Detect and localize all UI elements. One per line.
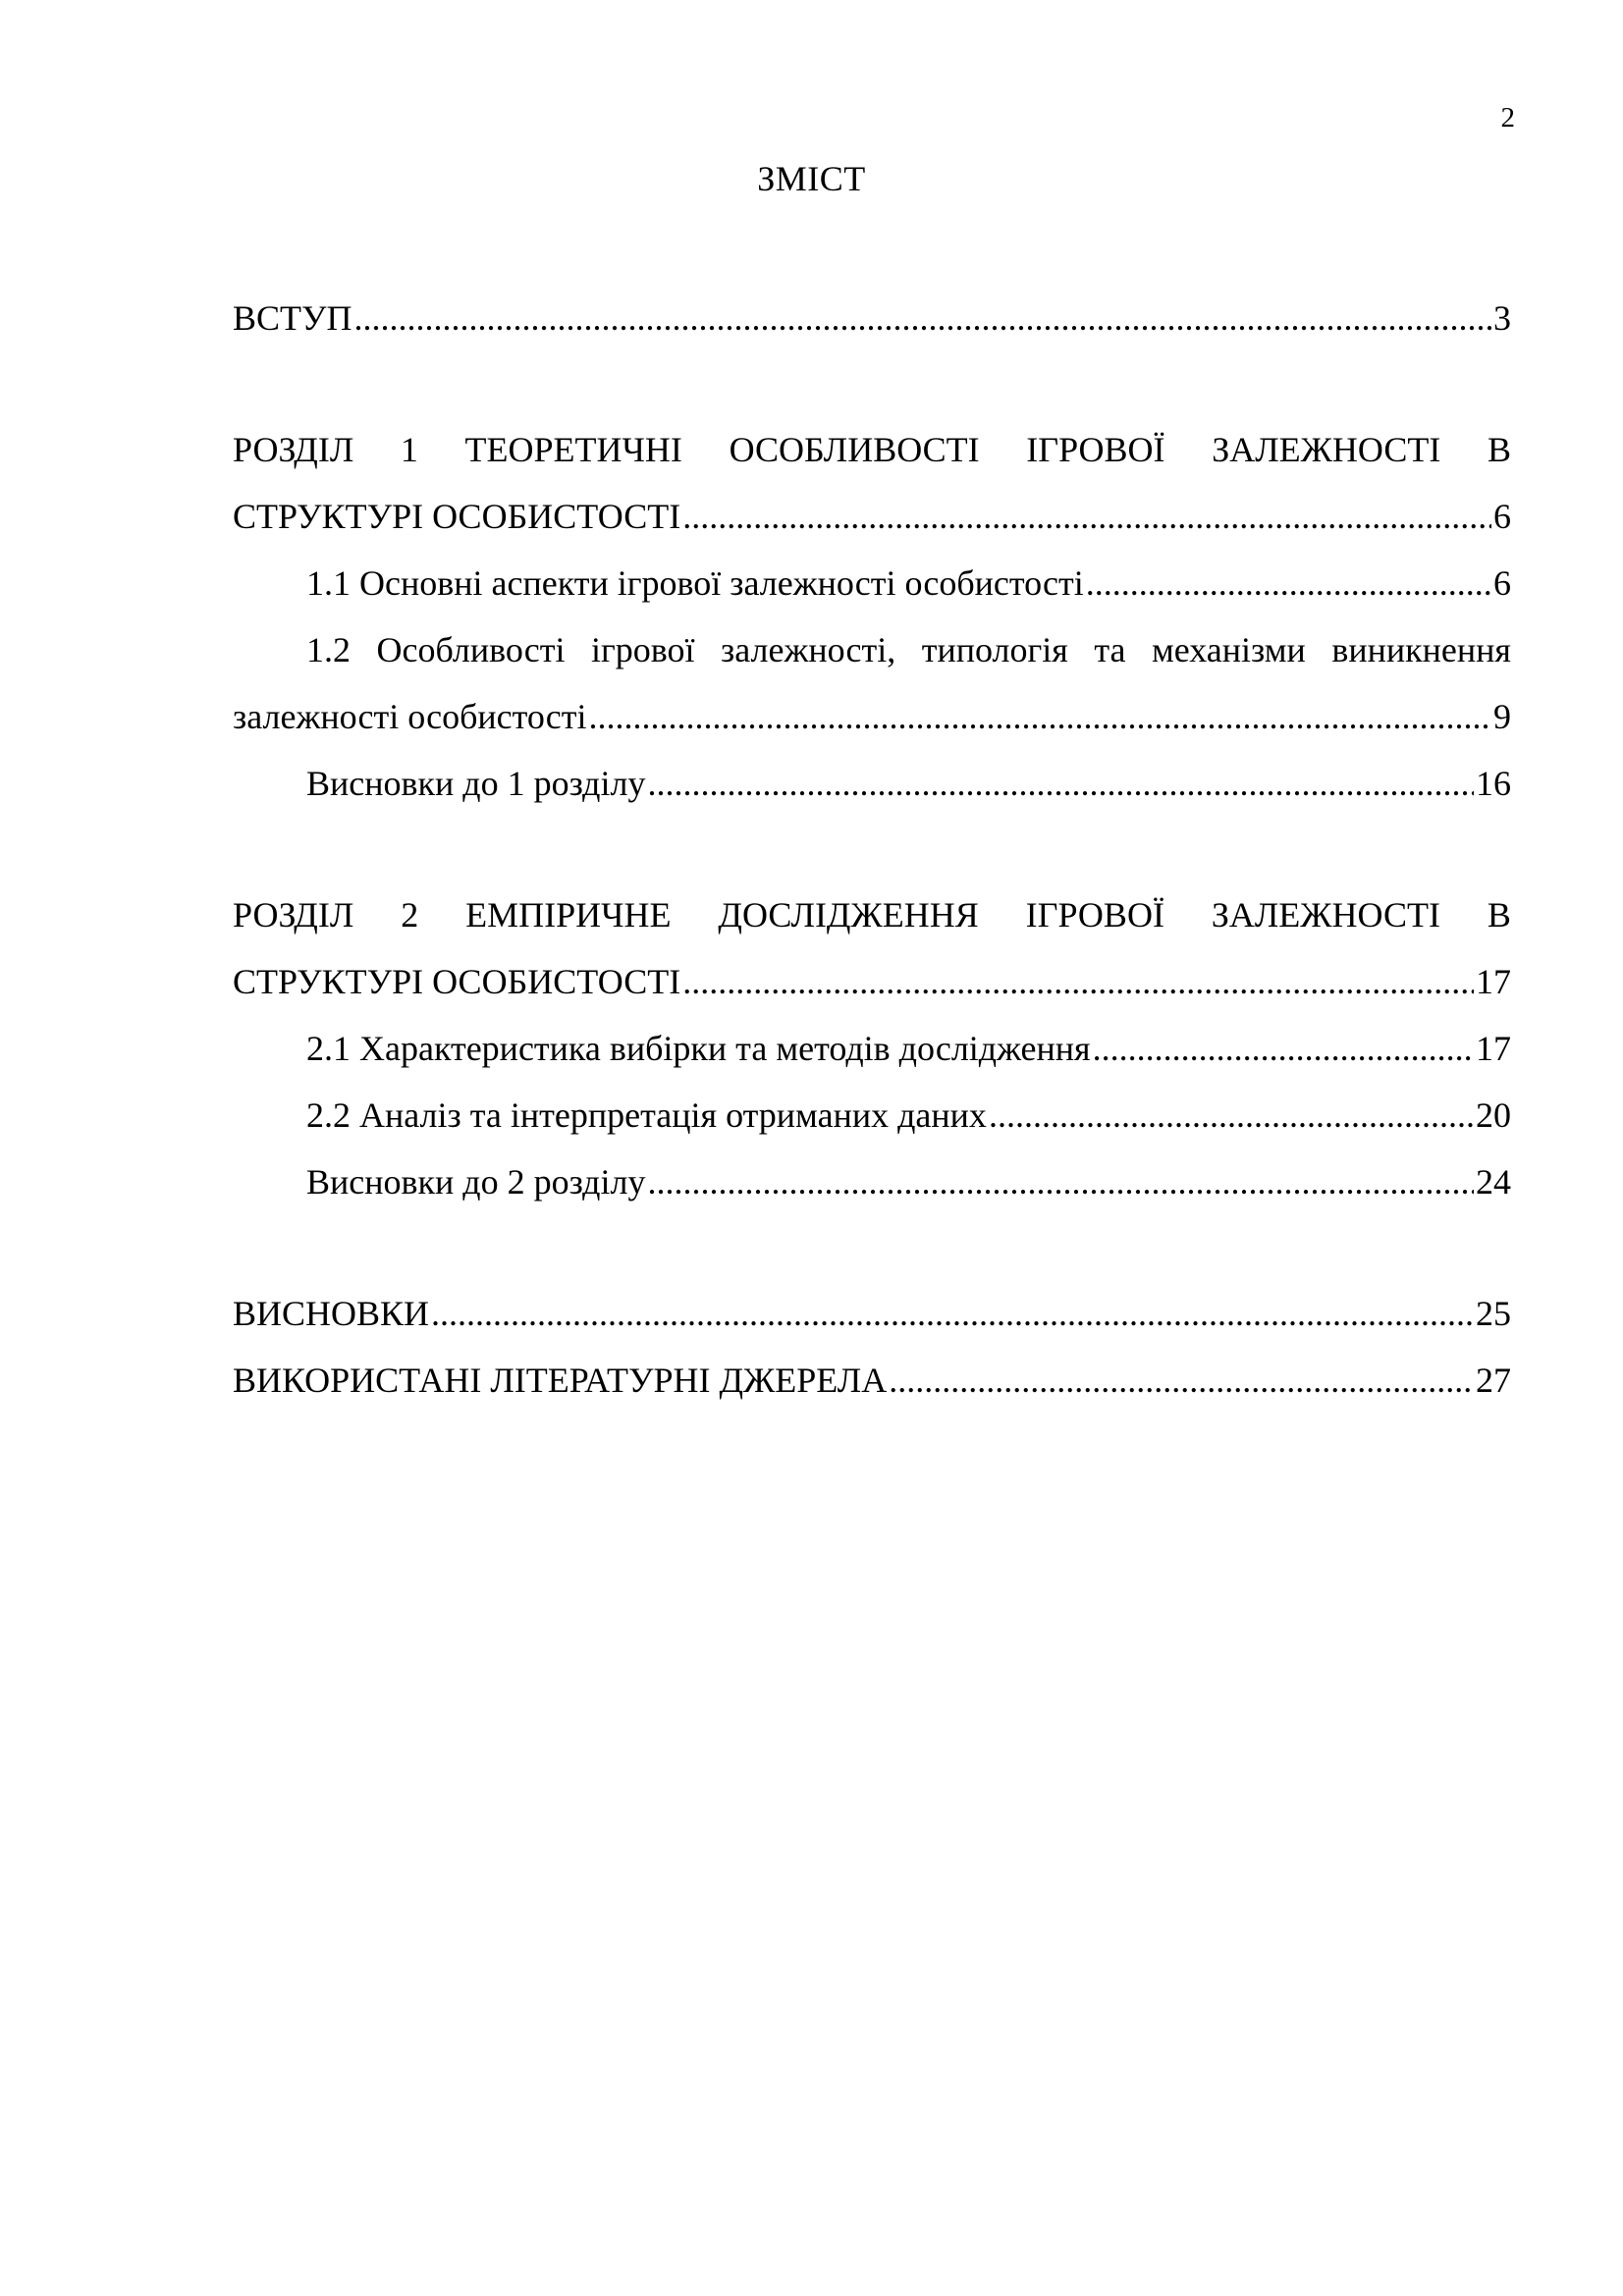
toc-entry-label: залежності особистості [233,697,587,736]
word: механізми [1152,630,1306,669]
word: ДОСЛІДЖЕННЯ [718,895,979,934]
toc-entry-conclusions[interactable] [233,1280,1511,1347]
word: РОЗДІЛ [233,430,354,469]
word: ІГРОВОЇ [1026,430,1165,469]
toc-entry-label: 1.1 Основні аспекти ігрової залежності особистості [306,563,1084,603]
toc-entry-label: СТРУКТУРІ ОСОБИСТОСТІ [233,962,681,1001]
toc-entry-page: 6 [1493,563,1511,603]
toc-entry-page: 6 [1493,497,1511,536]
word: В [1487,895,1511,934]
toc-entry-chapter-1-line-2[interactable] [233,483,1511,550]
toc-entry-label: СТРУКТУРІ ОСОБИСТОСТІ [233,497,681,536]
page-number: 2 [1500,102,1515,133]
toc-title: ЗМІСТ [757,159,866,198]
toc-entry-section-2-2[interactable] [233,1082,1511,1148]
toc-entry-section-1-2-line-1[interactable] [233,616,1511,683]
toc-entry-references[interactable] [233,1347,1511,1414]
toc-entry-page: 3 [1493,298,1511,338]
word: ЕМПІРИЧНЕ [465,895,672,934]
word: 1 [400,430,418,469]
dot-leader [647,750,1474,817]
dot-leader [431,1280,1474,1347]
toc-entry-chapter-2-line-2[interactable] [233,948,1511,1015]
word: ІГРОВОЇ [1025,895,1164,934]
word: В [1487,430,1511,469]
word: виникнення [1331,630,1511,669]
word: ОСОБЛИВОСТІ [729,430,980,469]
word: ТЕОРЕТИЧНІ [464,430,682,469]
dot-leader [889,1347,1474,1414]
word: 1.2 [306,630,351,669]
toc-entry-label: 2.1 Характеристика вибірки та методів дослідження [306,1029,1091,1068]
toc-entry-conclusions-chapter-1[interactable] [233,750,1511,817]
toc-entry-page: 16 [1476,764,1511,803]
word: Особливості [376,630,566,669]
dot-leader [354,285,1492,351]
toc-entry-page: 17 [1476,1029,1511,1068]
dot-leader [1086,550,1491,616]
dot-leader [682,948,1474,1015]
word: ЗАЛЕЖНОСТІ [1212,430,1441,469]
dot-leader [989,1082,1474,1148]
word: РОЗДІЛ [233,895,354,934]
word: 2 [401,895,419,934]
dot-leader [647,1148,1474,1215]
toc-entry-label: Висновки до 1 розділу [306,764,646,803]
toc-entry-section-1-2-line-2[interactable] [233,683,1511,750]
toc-entry-label: Висновки до 2 розділу [306,1162,646,1201]
word: ігрової [591,630,695,669]
toc-entry-conclusions-chapter-2[interactable] [233,1148,1511,1215]
toc-entry-label: ВИКОРИСТАНІ ЛІТЕРАТУРНІ ДЖЕРЕЛА [233,1361,888,1400]
dot-leader [682,483,1491,550]
toc-entry-page: 25 [1476,1294,1511,1333]
toc-entry-page: 27 [1476,1361,1511,1400]
word: ЗАЛЕЖНОСТІ [1211,895,1440,934]
toc-entry-section-1-1[interactable] [233,550,1511,616]
toc-entry-page: 17 [1476,962,1511,1001]
table-of-contents [233,285,1511,1414]
toc-entry-page: 9 [1493,697,1511,736]
toc-entry-page: 20 [1476,1095,1511,1135]
toc-entry-page: 24 [1476,1162,1511,1201]
toc-entry-chapter-2-line-1[interactable] [233,881,1511,948]
toc-entry-label: ВИСНОВКИ [233,1294,430,1333]
toc-entry-section-2-1[interactable] [233,1015,1511,1082]
toc-entry-label: 2.2 Аналіз та інтерпретація отриманих даних [306,1095,987,1135]
toc-entry-chapter-1-line-1[interactable] [233,416,1511,483]
toc-entry-label: ВСТУП [233,298,352,338]
dot-leader [589,683,1491,750]
word: залежності, [721,630,896,669]
toc-entry-intro[interactable] [233,285,1511,351]
word: та [1094,630,1126,669]
dot-leader [1093,1015,1474,1082]
word: типологія [921,630,1068,669]
